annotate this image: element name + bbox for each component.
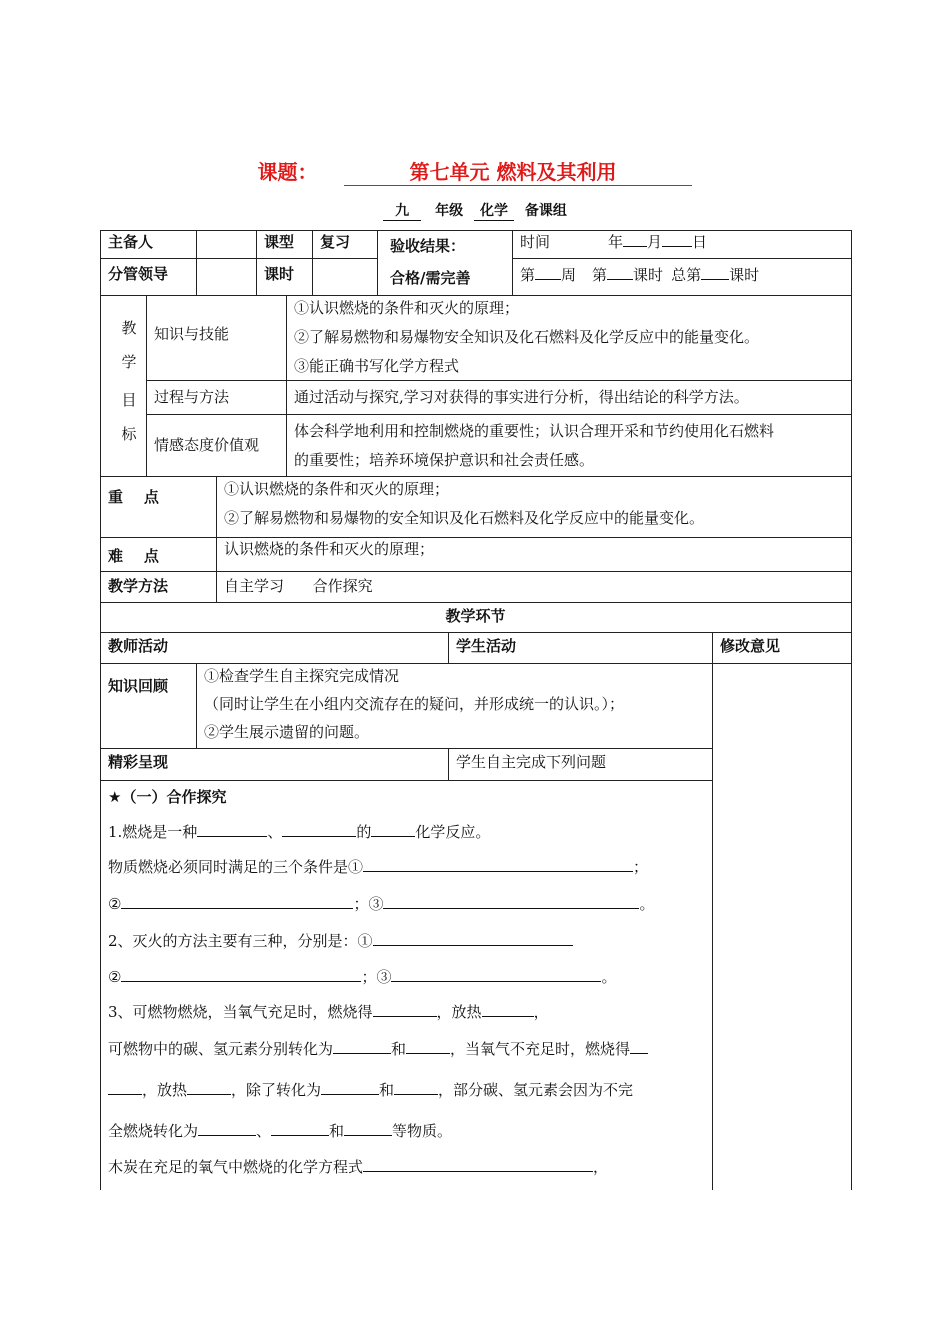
type-label: 课型 xyxy=(264,233,295,251)
key-point-1: ①认识燃烧的条件和灭火的原理； xyxy=(224,480,450,498)
title-prefix: 课题： xyxy=(257,160,318,184)
key-points xyxy=(216,473,851,535)
subject-value: 化学 xyxy=(474,200,514,221)
week-lesson-field xyxy=(512,259,851,291)
lesson-suffix: 课时 xyxy=(633,266,664,284)
key-points-label: 重 点 xyxy=(108,488,159,506)
objective-char-3: 目 xyxy=(121,391,137,409)
objective-char-1: 教 xyxy=(121,319,137,337)
review-lines xyxy=(196,660,712,748)
total-suffix: 课时 xyxy=(729,266,760,284)
emotion-text xyxy=(286,415,851,477)
week-suffix: 周 xyxy=(561,266,577,284)
time-field xyxy=(512,226,851,258)
question-3-line-4: 全燃烧转化为 、 和 等物质。 xyxy=(108,1122,453,1140)
question-3-line-2: 可燃物中的碳、氢元素分别转化为 和 ，当氧气不充足时，燃烧得 xyxy=(108,1038,648,1059)
question-2-methods: ② ；③ 。 xyxy=(108,968,617,986)
objective-char-2: 学 xyxy=(121,353,137,371)
question-3: 3、可燃物燃烧，当氧气充足时，燃烧得 ，放热 ， xyxy=(108,1003,549,1021)
hours-label: 课时 xyxy=(264,265,295,283)
lesson-title xyxy=(0,156,950,186)
objective-char-4: 标 xyxy=(121,425,137,443)
grade-label: 年级 xyxy=(435,203,464,219)
review-label: 知识回顾 xyxy=(108,677,169,695)
process-text: 通过活动与探究,学习对获得的事实进行分析，得出结论的科学方法。 xyxy=(294,388,749,406)
difficulty-label: 难 点 xyxy=(108,547,159,565)
leader-label: 分管领导 xyxy=(108,265,169,283)
method-text: 自主学习 合作探究 xyxy=(224,577,373,595)
preparer-label: 主备人 xyxy=(108,233,154,251)
check-label: 验收结果： xyxy=(390,237,466,255)
grade-value: 九 xyxy=(383,200,421,221)
review-line-1: ①检查学生自主探究完成情况 xyxy=(204,667,400,685)
grade-subject-line xyxy=(0,200,950,221)
knowledge-item-1: ①认识燃烧的条件和灭火的原理； xyxy=(294,299,520,317)
knowledge-item-2: ②了解易燃物和易爆物安全知识及化石燃料及化学反应中的能量变化。 xyxy=(294,328,760,346)
knowledge-items xyxy=(286,292,851,383)
key-point-2: ②了解易燃物和易爆物的安全知识及化石燃料及化学反应中的能量变化。 xyxy=(224,509,705,527)
emotion-label: 情感态度价值观 xyxy=(154,436,260,454)
date-month: 月 xyxy=(647,233,663,251)
exercise-heading: ★（一）合作探究 xyxy=(108,788,227,806)
emotion-line-2: 的重要性；培养环境保护意识和社会责任感。 xyxy=(294,451,595,469)
method-label: 教学方法 xyxy=(108,577,169,595)
question-1-conditions-2: ② ；③ 。 xyxy=(108,895,655,913)
group-label: 备课组 xyxy=(524,203,567,219)
question-1: 1.燃烧是一种 、 的 化学反应。 xyxy=(108,823,491,841)
knowledge-label: 知识与技能 xyxy=(154,325,230,343)
highlight-label: 精彩呈现 xyxy=(108,753,169,771)
question-3-line-3: ，放热 ，除了转化为 和 ，部分碳、氢元素会因为不完 xyxy=(108,1079,633,1100)
type-value: 复习 xyxy=(320,233,351,251)
teacher-col-header: 教师活动 xyxy=(108,637,169,655)
question-4: 木炭在充足的氧气中燃烧的化学方程式 ， xyxy=(108,1158,609,1176)
process-label: 过程与方法 xyxy=(154,388,230,406)
title-main: 第七单元 燃料及其利用 xyxy=(344,156,693,186)
review-line-2: （同时让学生在小组内交流存在的疑问，并形成统一的认识。）； xyxy=(204,695,625,713)
question-1-conditions: 物质燃烧必须同时满足的三个条件是① ； xyxy=(108,858,649,876)
highlight-student-text: 学生自主完成下列问题 xyxy=(456,753,607,771)
time-label: 时间 xyxy=(520,233,551,251)
knowledge-item-3: ③能正确书写化学方程式 xyxy=(294,357,460,375)
date-day: 日 xyxy=(692,233,708,251)
difficulty-text: 认识燃烧的条件和灭火的原理； xyxy=(224,540,435,558)
total-prefix: 总第 xyxy=(671,266,702,284)
student-col-header: 学生活动 xyxy=(456,637,517,655)
revise-col-header: 修改意见 xyxy=(720,637,781,655)
week-prefix: 第 xyxy=(520,266,536,284)
pass-label: 合格/需完善 xyxy=(390,269,471,287)
date-year: 年 xyxy=(608,233,624,251)
lesson-prefix: 第 xyxy=(592,266,608,284)
emotion-line-1: 体会科学地利用和控制燃烧的重要性；认识合理开采和节约使用化石燃料 xyxy=(294,422,775,440)
question-2: 2、灭火的方法主要有三种，分别是：① xyxy=(108,930,573,951)
section-title: 教学环节 xyxy=(445,607,506,625)
review-line-3: ②学生展示遗留的问题。 xyxy=(204,723,370,741)
